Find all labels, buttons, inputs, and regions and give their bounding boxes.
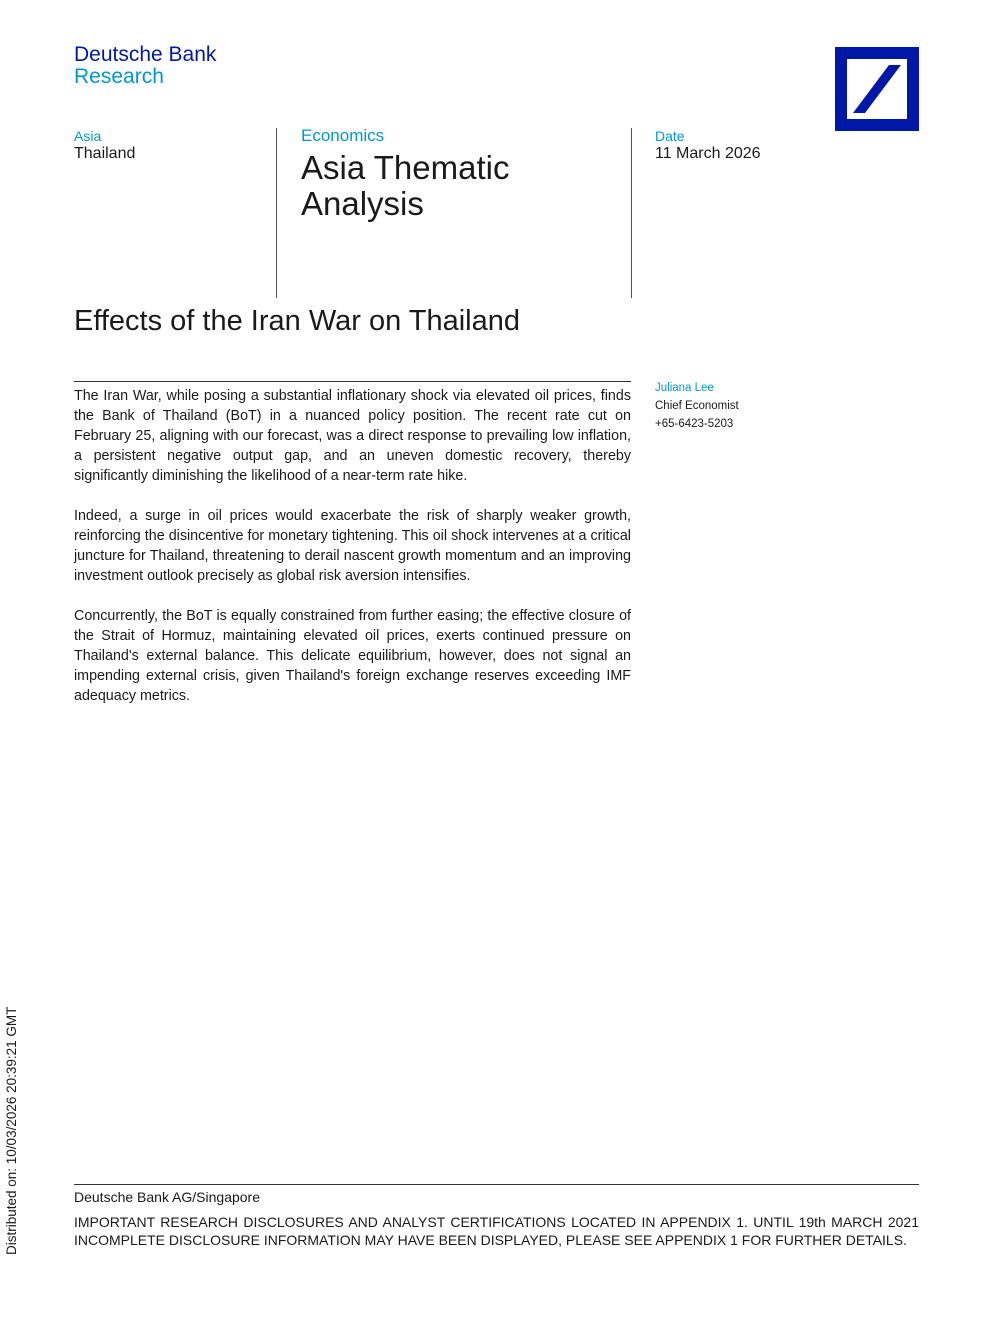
body-paragraph-2: Indeed, a surge in oil prices would exacerbate the risk of sharply weaker growth, reinforcing the disincentive for monetary tightening. This oil shock intervenes at a critical juncture for Thailand, threatening to derail nascent growth momentum and an improving investment outlook precisely as global risk aversion intensifies. (74, 508, 631, 584)
date-label: Date (655, 128, 685, 144)
header-divider-left (276, 128, 277, 298)
footer-entity: Deutsche Bank AG/Singapore (74, 1189, 261, 1205)
series-block (301, 126, 541, 222)
date-block (655, 127, 761, 163)
body-top-rule (74, 381, 631, 382)
region-value: Thailand (74, 145, 136, 162)
region-label: Asia (74, 128, 102, 144)
brand-line-2: Research (74, 65, 164, 88)
distribution-stamp: Distributed on: 10/03/2026 20:39:21 GMT (4, 1006, 19, 1255)
brand-name (74, 44, 216, 88)
author-block (655, 379, 739, 433)
footer-rule (74, 1184, 919, 1185)
body-paragraph-1: The Iran War, while posing a substantial inflationary shock via elevated oil prices, finds the Bank of Thailand (BoT) in a nuanced policy position. The recent rate cut on February 25, aligning with our forecast, was a direct response to prevailing low inflation, a persistent negative output gap, and an uneven domestic recovery, thereby significantly diminishing the likelihood of a near-term rate hike. (74, 388, 631, 484)
author-name[interactable]: Juliana Lee (655, 382, 714, 394)
footer-disclaimer: IMPORTANT RESEARCH DISCLOSURES AND ANALYST CERTIFICATIONS LOCATED IN APPENDIX 1. UNTIL 19th MARCH 2021 INCOMPLETE DISCLOSURE INFORMATION MAY HAVE BEEN DISPLAYED, PLEASE SEE APPENDIX 1 FOR FURTHER DETAILS. (74, 1214, 919, 1248)
report-headline: Effects of the Iran War on Thailand (74, 305, 520, 337)
brand-line-1: Deutsche Bank (74, 43, 217, 66)
region-block (74, 127, 135, 163)
header-divider-right (631, 128, 632, 298)
date-value: 11 March 2026 (655, 145, 761, 162)
series-title: Asia Thematic Analysis (301, 149, 510, 222)
deutsche-bank-logo-icon (835, 47, 919, 131)
author-phone: +65-6423-5203 (655, 418, 734, 430)
report-body (74, 386, 631, 726)
body-paragraph-3: Concurrently, the BoT is equally constrained from further easing; the effective closure of the Strait of Hormuz, maintaining elevated oil prices, exerts continued pressure on Thailand's external balance. This delicate equilibrium, however, does not signal an impending external crisis, given Thailand's foreign exchange reserves exceeding IMF adequacy metrics. (74, 608, 631, 704)
author-role: Chief Economist (655, 400, 739, 412)
category-label: Economics (301, 126, 385, 145)
